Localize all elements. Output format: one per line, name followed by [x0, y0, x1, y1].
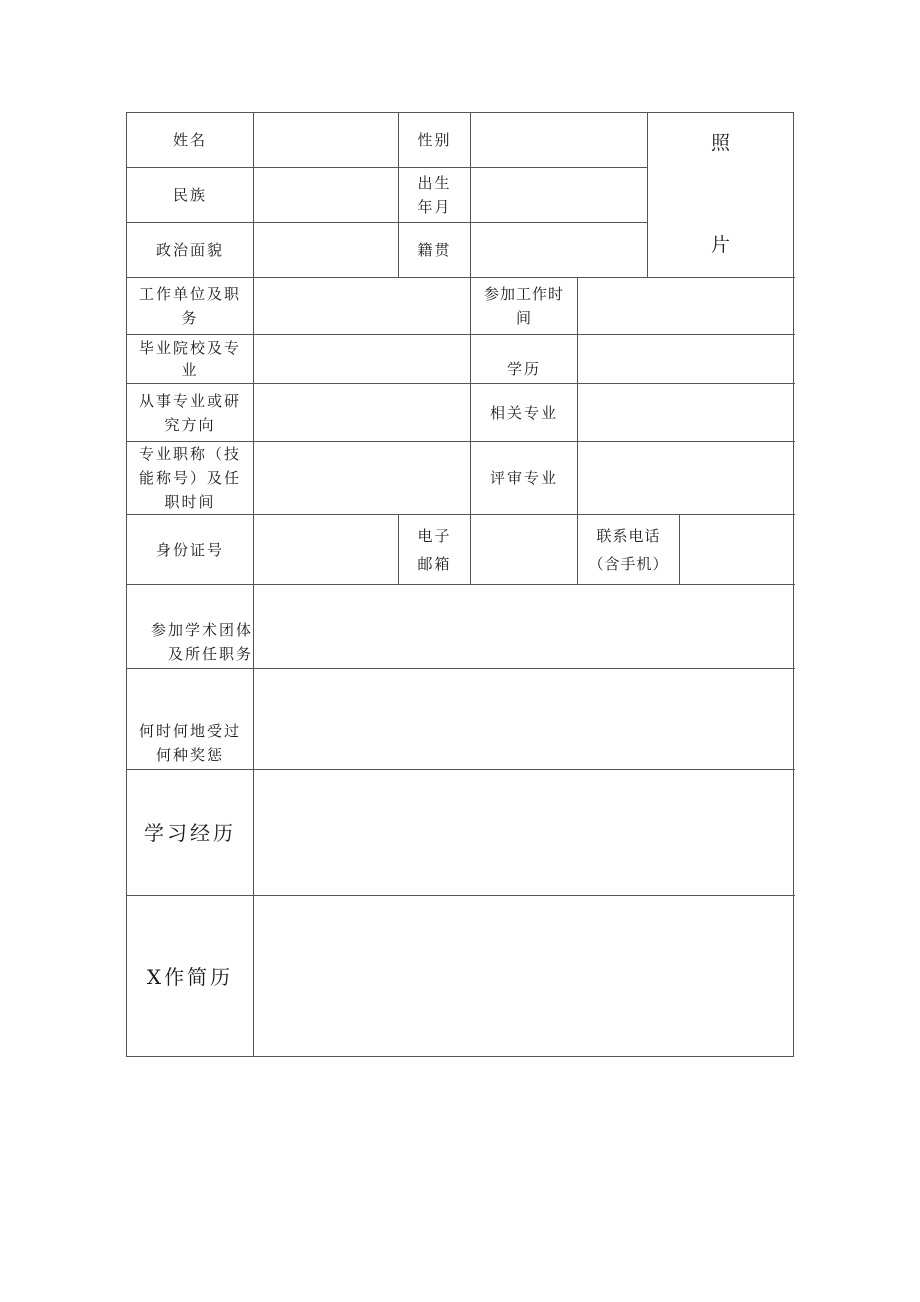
id-number-field[interactable]: [254, 515, 398, 584]
email-field[interactable]: [471, 515, 577, 584]
research-field-label: 从事专业或研 究方向: [138, 391, 241, 434]
professional-title-field[interactable]: [254, 442, 470, 514]
work-unit-label: 工作单位及职 务: [138, 285, 241, 327]
related-major-label: 相关专业: [489, 403, 558, 422]
political-status-field[interactable]: [254, 223, 398, 277]
professional-title-label: 专业职称（技 能称号）及任 职时间: [138, 445, 241, 511]
birth-date-field[interactable]: [471, 168, 647, 222]
academic-groups-field[interactable]: [254, 585, 795, 668]
photo-label-top: 照: [710, 132, 732, 154]
education-label: 学历: [506, 360, 541, 378]
ethnicity-field[interactable]: [254, 168, 398, 222]
awards-label: 何时何地受过 何种奖惩: [138, 722, 241, 764]
name-field[interactable]: [254, 113, 398, 167]
phone-field[interactable]: [680, 515, 795, 584]
school-major-field[interactable]: [254, 335, 470, 383]
work-start-field[interactable]: [578, 278, 795, 334]
political-status-label: 政治面貌: [155, 241, 224, 259]
gender-label: 性别: [417, 131, 452, 149]
ethnicity-label: 民族: [172, 186, 207, 204]
review-major-field[interactable]: [578, 442, 795, 514]
gender-field[interactable]: [471, 113, 647, 167]
academic-groups-label: 参加学术团体 及所任职务: [150, 621, 253, 663]
review-major-label: 评审专业: [489, 469, 558, 487]
study-history-field[interactable]: [254, 770, 795, 895]
phone-label: 联系电话 （含手机）: [588, 526, 669, 573]
photo-label-bottom: 片: [710, 234, 732, 256]
school-major-label: 毕业院校及专 业: [138, 339, 241, 379]
work-history-field[interactable]: [254, 896, 795, 1057]
photo-box[interactable]: [648, 113, 795, 277]
work-unit-field[interactable]: [254, 278, 470, 334]
awards-field[interactable]: [254, 669, 795, 769]
birth-date-label: 出生 年月: [417, 174, 452, 216]
native-place-field[interactable]: [471, 223, 647, 277]
related-major-field[interactable]: [578, 384, 795, 441]
registration-form-table: [126, 112, 794, 1057]
research-field-field[interactable]: [254, 384, 470, 441]
id-number-label: 身份证号: [155, 540, 224, 559]
work-start-label: 参加工作时 间: [483, 285, 564, 327]
name-label: 姓名: [172, 131, 207, 149]
native-place-label: 籍贯: [417, 241, 452, 259]
education-field[interactable]: [578, 335, 795, 383]
work-history-label: X作简历: [146, 964, 234, 989]
study-history-label: 学习经历: [144, 820, 236, 845]
email-label: 电子 邮箱: [417, 526, 452, 573]
